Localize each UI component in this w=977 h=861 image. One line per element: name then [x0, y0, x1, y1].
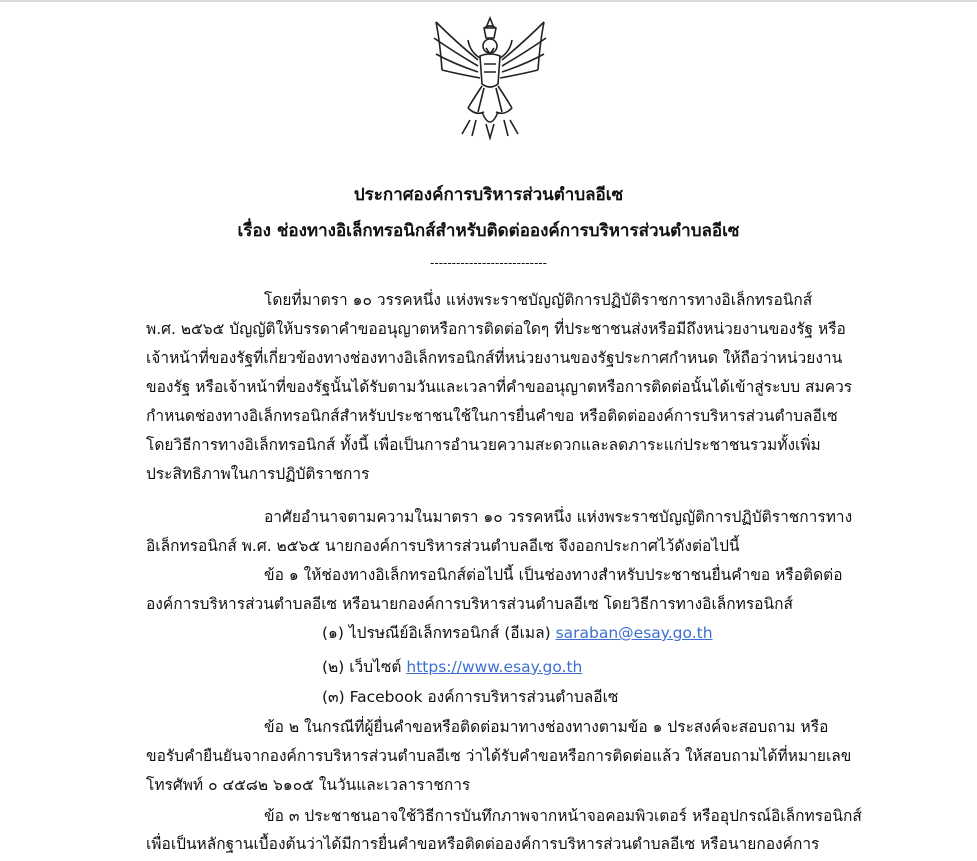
website-link[interactable]: https://www.esay.go.th [406, 658, 583, 676]
clause-line: โทรศัพท์ ๐ ๔๕๘๒ ๖๑๐๕ ในวันและเวลาราชการ [146, 776, 471, 794]
clause-line: ขอรับคำยืนยันจากองค์การบริหารส่วนตำบลอีเซ ว่าได้รับคำขอหรือการติดต่อแล้ว ให้สอบถามได้ที่หมายเลข [146, 747, 852, 765]
paragraph-line: ของรัฐ หรือเจ้าหน้าที่ของรัฐนั้นได้รับตามวันและเวลาที่คำขออนุญาตหรือการติดต่อนั้นได้เข้าสู่ระบบ สมควร [146, 378, 853, 396]
paragraph-line: พ.ศ. ๒๕๖๕ บัญญัติให้บรรดาคำขออนุญาตหรือการติดต่อใดๆ ที่ประชาชนส่งหรือมีถึงหน่วยงานของรัฐ หรือ [146, 320, 846, 338]
email-link[interactable]: saraban@esay.go.th [555, 624, 713, 642]
paragraph-line: โดยที่มาตรา ๑๐ วรรคหนึ่ง แห่งพระราชบัญญัติการปฏิบัติราชการทางอิเล็กทรอนิกส์ [264, 291, 813, 309]
channel-label: (๓) Facebook องค์การบริหารส่วนตำบลอีเซ [322, 688, 619, 706]
top-border [0, 0, 977, 2]
channel-facebook [322, 686, 618, 708]
document-subject: เรื่อง ช่องทางอิเล็กทรอนิกส์สำหรับติดต่อองค์การบริหารส่วนตำบลอีเซ [237, 221, 740, 241]
garuda-emblem-icon [426, 12, 554, 142]
clause-line: ข้อ ๑ ให้ช่องทางอิเล็กทรอนิกส์ต่อไปนี้ เป็นช่องทางสำหรับประชาชนยื่นคำขอ หรือติดต่อ [264, 566, 843, 584]
channel-label: (๒) เว็บไซต์ [322, 658, 407, 676]
paragraph-line: กำหนดช่องทางอิเล็กทรอนิกส์สำหรับประชาชนใช้ในการยื่นคำขอ หรือติดต่อองค์การบริหารส่วนตำบลอีเซ [146, 407, 838, 425]
clause-line: องค์การบริหารส่วนตำบลอีเซ หรือนายกองค์การบริหารส่วนตำบลอีเซ โดยวิธีการทางอิเล็กทรอนิกส์ [146, 595, 793, 613]
separator-line: --------------------------- [430, 256, 547, 270]
paragraph-line: ประสิทธิภาพในการปฏิบัติราชการ [146, 465, 370, 483]
document-title: ประกาศองค์การบริหารส่วนตำบลอีเซ [353, 185, 624, 205]
channel-label: (๑) ไปรษณีย์อิเล็กทรอนิกส์ (อีเมล) [322, 624, 556, 642]
channel-email [322, 622, 713, 644]
clause-line: เพื่อเป็นหลักฐานเบื้องต้นว่าได้มีการยื่นคำขอหรือติดต่อองค์การบริหารส่วนตำบลอีเซ หรือนายกองค์การ [146, 835, 820, 853]
clause-line: ข้อ ๒ ในกรณีที่ผู้ยื่นคำขอหรือติดต่อมาทางช่องทางตามข้อ ๑ ประสงค์จะสอบถาม หรือ [264, 718, 829, 736]
clause-line: ข้อ ๓ ประชาชนอาจใช้วิธีการบันทึกภาพจากหน้าจอคอมพิวเตอร์ หรืออุปกรณ์อิเล็กทรอนิกส์ [264, 807, 862, 825]
channel-website [322, 656, 582, 678]
paragraph-line: โดยวิธีการทางอิเล็กทรอนิกส์ ทั้งนี้ เพื่อเป็นการอำนวยความสะดวกและลดภาระแก่ประชาชนรวมทั้งเพิ่ม [146, 436, 821, 454]
paragraph-line: อาศัยอำนาจตามความในมาตรา ๑๐ วรรคหนึ่ง แห่งพระราชบัญญัติการปฏิบัติราชการทาง [264, 508, 853, 526]
paragraph-line: อิเล็กทรอนิกส์ พ.ศ. ๒๕๖๕ นายกองค์การบริหารส่วนตำบลอีเซ จึงออกประกาศไว้ดังต่อไปนี้ [146, 537, 740, 555]
paragraph-line: เจ้าหน้าที่ของรัฐที่เกี่ยวข้องทางช่องทางอิเล็กทรอนิกส์ที่หน่วยงานของรัฐประกาศกำหนด ให้ถือว่าหน่วยงาน [146, 349, 843, 367]
